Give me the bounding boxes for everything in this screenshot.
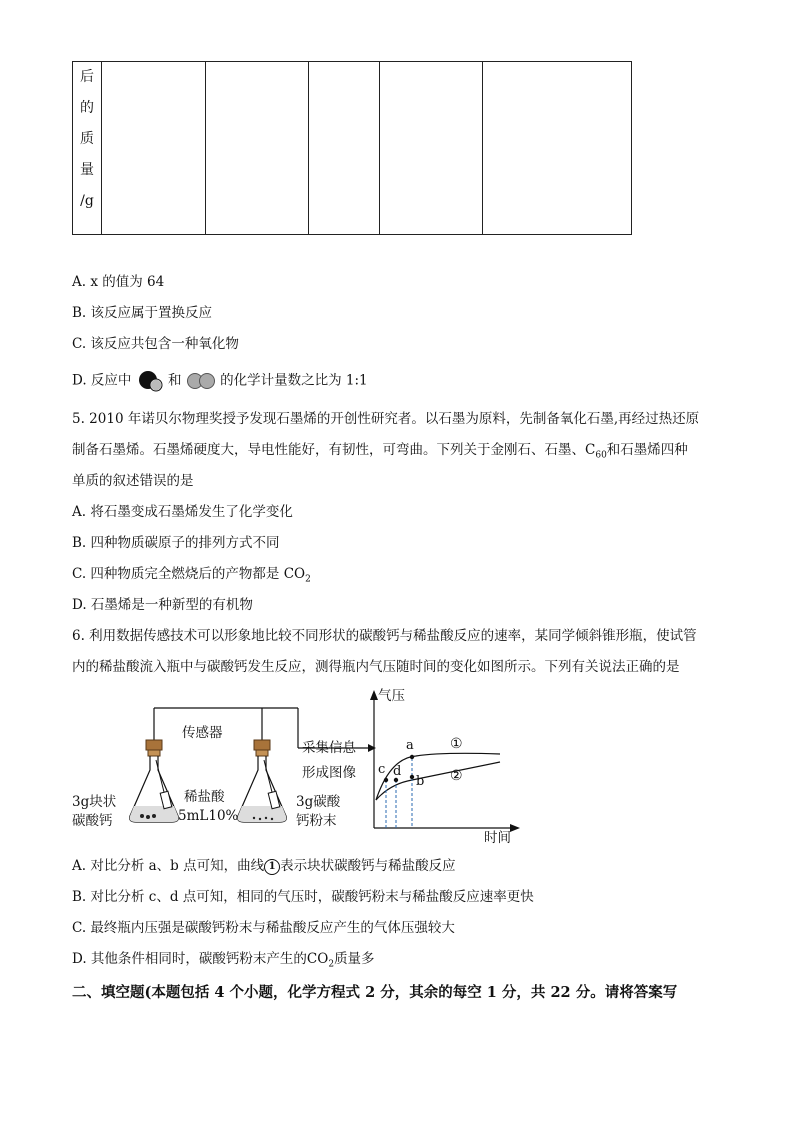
q5-c-sub: 2	[305, 574, 311, 585]
row-label-char: 量	[80, 162, 94, 178]
collect-label-2: 形成图像	[302, 765, 356, 781]
q6-option-a	[72, 857, 456, 875]
q6-option-c: C. 最终瓶内压强是碳酸钙粉末与稀盐酸反应产生的气体压强较大	[72, 920, 455, 936]
curve-2-label: ②	[450, 768, 463, 784]
row-label-char: 后	[80, 69, 94, 85]
table-cell	[380, 62, 483, 235]
q5-option-c	[72, 565, 311, 589]
q5-option-d: D. 石墨烯是一种新型的有机物	[72, 597, 253, 613]
q4-d-prefix: D. 反应中	[72, 372, 132, 389]
y-axis-label: 气压	[378, 688, 405, 704]
collect-label-1: 采集信息	[302, 740, 356, 756]
q5-line2-sub: 60	[595, 450, 607, 461]
q6-a-prefix: A. 对比分析 a、b 点可知，曲线	[72, 858, 265, 874]
curve-1-label: ①	[450, 736, 463, 752]
point-a-label: a	[406, 738, 414, 753]
q5-stem-line1: 5. 2010 年诺贝尔物理奖授予发现石墨烯的开创性研究者。以石墨为原料，先制备氧化石墨,再经过热还原	[72, 411, 700, 427]
q6-a-suffix: 表示块状碳酸钙与稀盐酸反应	[280, 858, 456, 874]
point-d-label: d	[393, 764, 402, 779]
right-flask-label-2: 钙粉末	[296, 813, 337, 829]
section-two-heading: 二、填空题(本题包括 4 个小题，化学方程式 2 分，其余的每空 1 分，共 22 分。请将答案写	[72, 984, 678, 1001]
q6-option-b: B. 对比分析 c、d 点可知，相同的气压时，碳酸钙粉末与稀盐酸反应速率更快	[72, 889, 534, 905]
q6-figure	[72, 688, 532, 848]
point-c-label: c	[378, 762, 386, 777]
mass-table	[72, 61, 632, 235]
molecule-co-icon	[136, 370, 164, 392]
left-flask	[130, 740, 179, 822]
table-cell	[206, 62, 309, 235]
x-axis-label: 时间	[484, 830, 511, 846]
left-flask-label-1: 3g块状	[72, 794, 117, 810]
q6-stem-line2: 内的稀盐酸流入瓶中与碳酸钙发生反应，测得瓶内气压随时间的变化如图所示。下列有关说法正确的是	[72, 659, 680, 675]
q5-stem-line2	[72, 441, 688, 465]
q4-option-d	[72, 370, 368, 392]
q6-option-d	[72, 950, 375, 974]
q6-d-suffix: 质量多	[334, 951, 375, 967]
acid-label-1: 稀盐酸	[184, 789, 225, 805]
q5-option-b: B. 四种物质碳原子的排列方式不同	[72, 535, 280, 551]
q6-d-prefix: D. 其他条件相同时，碳酸钙粉末产生的CO	[72, 951, 329, 967]
row-label-char: 质	[80, 131, 94, 147]
q5-stem-line3: 单质的叙述错误的是	[72, 473, 194, 489]
row-label-char: 的	[80, 100, 94, 116]
table-cell	[102, 62, 206, 235]
q4-option-a: A. x 的值为 64	[72, 274, 165, 290]
table-row	[73, 62, 632, 235]
point-b-label: b	[416, 774, 425, 789]
q5-option-a: A. 将石墨变成石墨烯发生了化学变化	[72, 504, 293, 520]
q5-line2-text: 制备石墨烯。石墨烯硬度大，导电性能好，有韧性，可弯曲。下列关于金刚石、石墨、C	[72, 442, 596, 458]
q5-line2-end: 和石墨烯四种	[606, 442, 688, 458]
q4-option-b: B. 该反应属于置换反应	[72, 305, 213, 321]
right-flask-label-1: 3g碳酸	[296, 794, 341, 810]
table-cell	[483, 62, 632, 235]
table-cell	[309, 62, 380, 235]
row-label-cell	[73, 62, 102, 235]
sensor-label: 传感器	[182, 725, 223, 741]
left-flask-label-2: 碳酸钙	[72, 813, 113, 829]
pressure-time-graph	[370, 690, 520, 832]
q6-d-sub: 2	[328, 959, 335, 970]
q4-d-and: 和	[168, 372, 182, 389]
row-label-char: /g	[80, 193, 94, 209]
q4-d-suffix: 的化学计量数之比为 1:1	[220, 372, 368, 389]
acid-label-2: 5mL10%	[178, 808, 239, 824]
molecule-o2-icon	[186, 371, 216, 391]
right-flask	[238, 740, 287, 822]
q5-c-text: C. 四种物质完全燃烧后的产物都是 CO	[72, 566, 306, 582]
circled-one-icon: 1	[264, 859, 280, 875]
q4-option-c: C. 该反应共包含一种氧化物	[72, 336, 239, 352]
q6-stem-line1: 6. 利用数据传感技术可以形象地比较不同形状的碳酸钙与稀盐酸反应的速率，某同学倾斜锥形瓶，使试管	[72, 628, 697, 644]
